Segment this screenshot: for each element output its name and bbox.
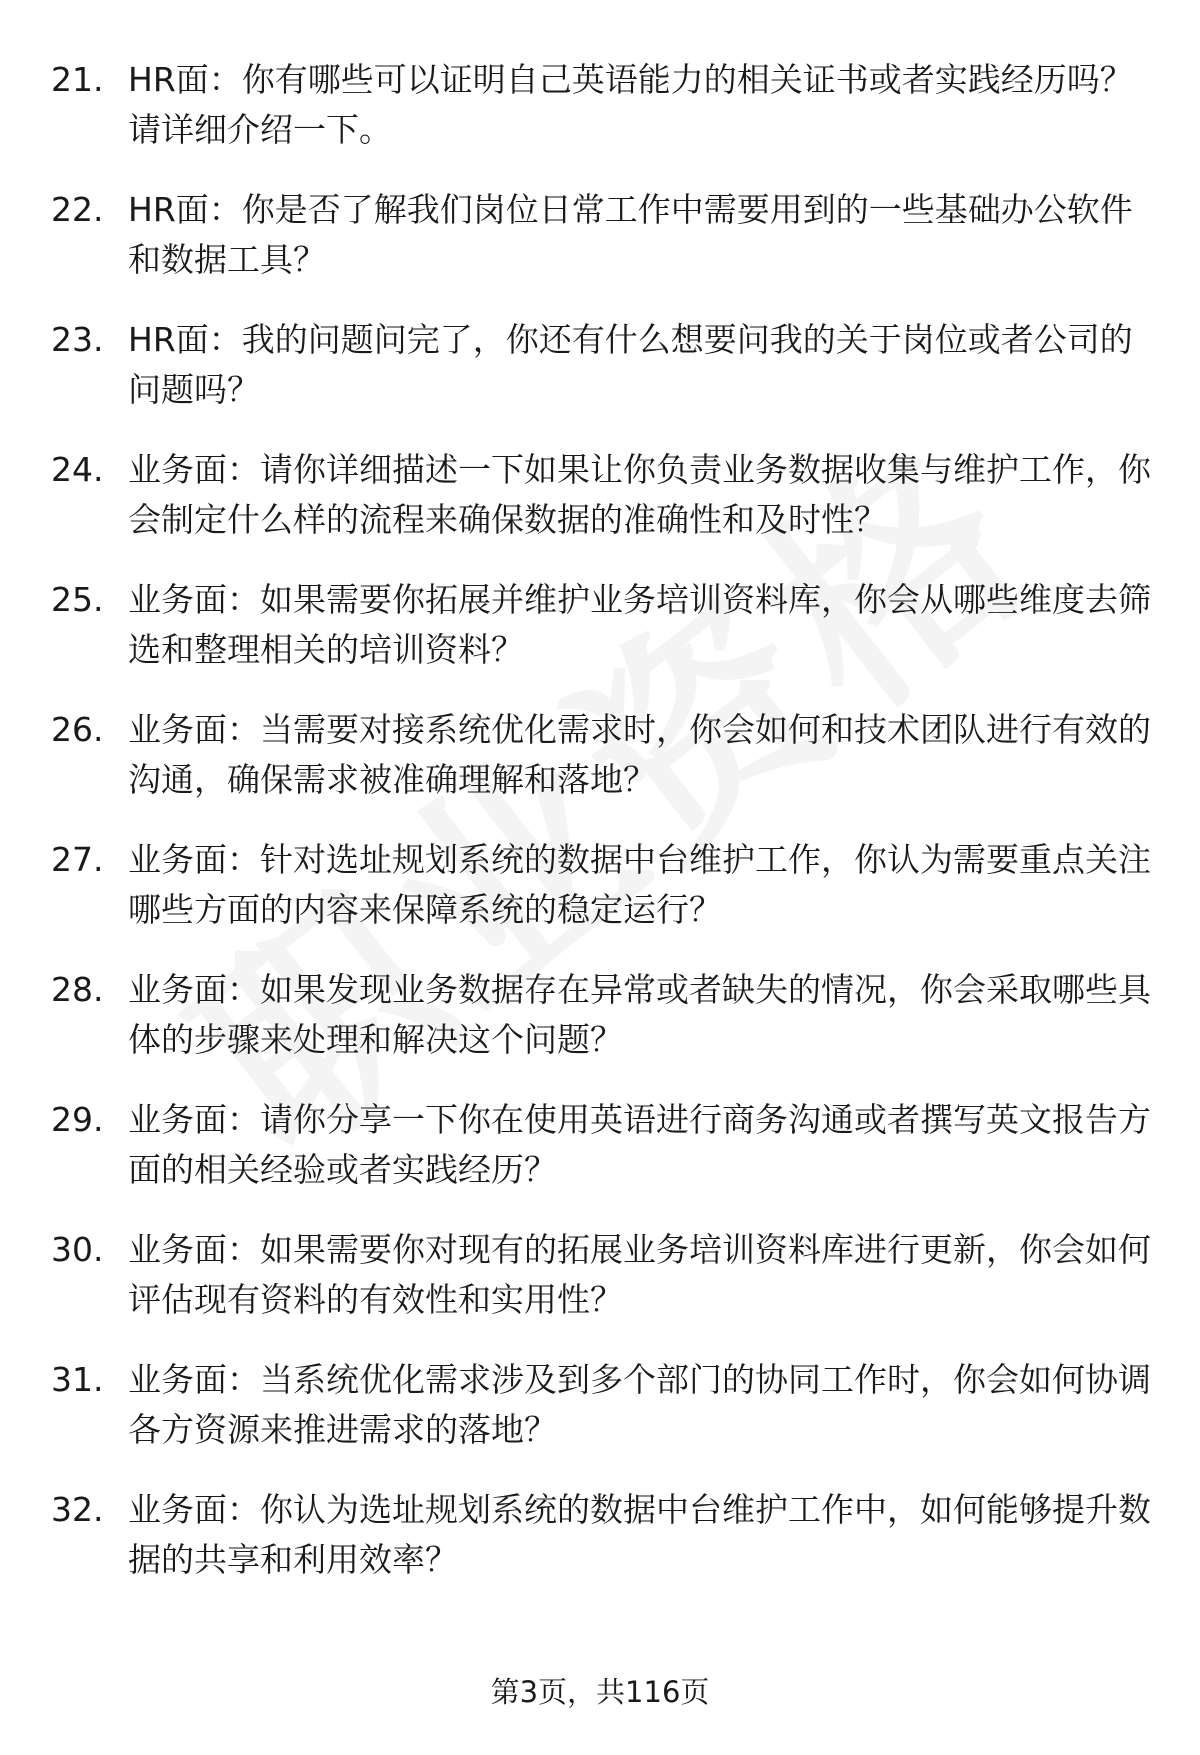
question-number: 30. [51, 1230, 104, 1269]
question-text: HR面：我的问题问完了，你还有什么想要问我的关于岗位或者公司的问题吗？ [128, 320, 1133, 409]
question-item [0, 835, 1200, 965]
question-text: 业务面：请你详细描述一下如果让你负责业务数据收集与维护工作，你会制定什么样的流程来确保数据的准确性和及时性？ [128, 450, 1151, 539]
question-item [0, 1485, 1200, 1615]
question-item [0, 315, 1200, 445]
question-text: 业务面：你认为选址规划系统的数据中台维护工作中，如何能够提升数据的共享和利用效率？ [128, 1490, 1151, 1579]
question-number: 26. [51, 710, 104, 749]
question-text: 业务面：针对选址规划系统的数据中台维护工作，你认为需要重点关注哪些方面的内容来保障系统的稳定运行？ [128, 840, 1151, 929]
question-text: HR面：你是否了解我们岗位日常工作中需要用到的一些基础办公软件和数据工具？ [128, 190, 1133, 279]
question-text: HR面：你有哪些可以证明自己英语能力的相关证书或者实践经历吗？请详细介绍一下。 [128, 60, 1133, 149]
question-number: 32. [51, 1490, 104, 1529]
question-number: 22. [51, 190, 104, 229]
question-item [0, 1225, 1200, 1355]
question-number: 21. [51, 60, 104, 99]
question-number: 27. [51, 840, 104, 879]
question-item [0, 185, 1200, 315]
question-item [0, 575, 1200, 705]
question-text: 业务面：如果需要你对现有的拓展业务培训资料库进行更新，你会如何评估现有资料的有效性和实用性？ [128, 1230, 1151, 1319]
question-text: 业务面：请你分享一下你在使用英语进行商务沟通或者撰写英文报告方面的相关经验或者实践经历？ [128, 1100, 1151, 1189]
question-number: 23. [51, 320, 104, 359]
question-item [0, 965, 1200, 1095]
page-footer: 第3页，共116页 [490, 1675, 710, 1709]
question-item [0, 705, 1200, 835]
question-number: 31. [51, 1360, 104, 1399]
question-item [0, 1095, 1200, 1225]
question-number: 24. [51, 450, 104, 489]
question-item [0, 55, 1200, 185]
question-text: 业务面：当需要对接系统优化需求时，你会如何和技术团队进行有效的沟通，确保需求被准确理解和落地？ [128, 710, 1151, 799]
question-number: 29. [51, 1100, 104, 1139]
question-list [0, 55, 1200, 1615]
question-text: 业务面：如果需要你拓展并维护业务培训资料库，你会从哪些维度去筛选和整理相关的培训资料？ [128, 580, 1151, 669]
question-number: 25. [51, 580, 104, 619]
question-text: 业务面：如果发现业务数据存在异常或者缺失的情况，你会采取哪些具体的步骤来处理和解决这个问题？ [128, 970, 1151, 1059]
question-item [0, 445, 1200, 575]
question-text: 业务面：当系统优化需求涉及到多个部门的协同工作时，你会如何协调各方资源来推进需求的落地？ [128, 1360, 1151, 1449]
question-item [0, 1355, 1200, 1485]
question-number: 28. [51, 970, 104, 1009]
